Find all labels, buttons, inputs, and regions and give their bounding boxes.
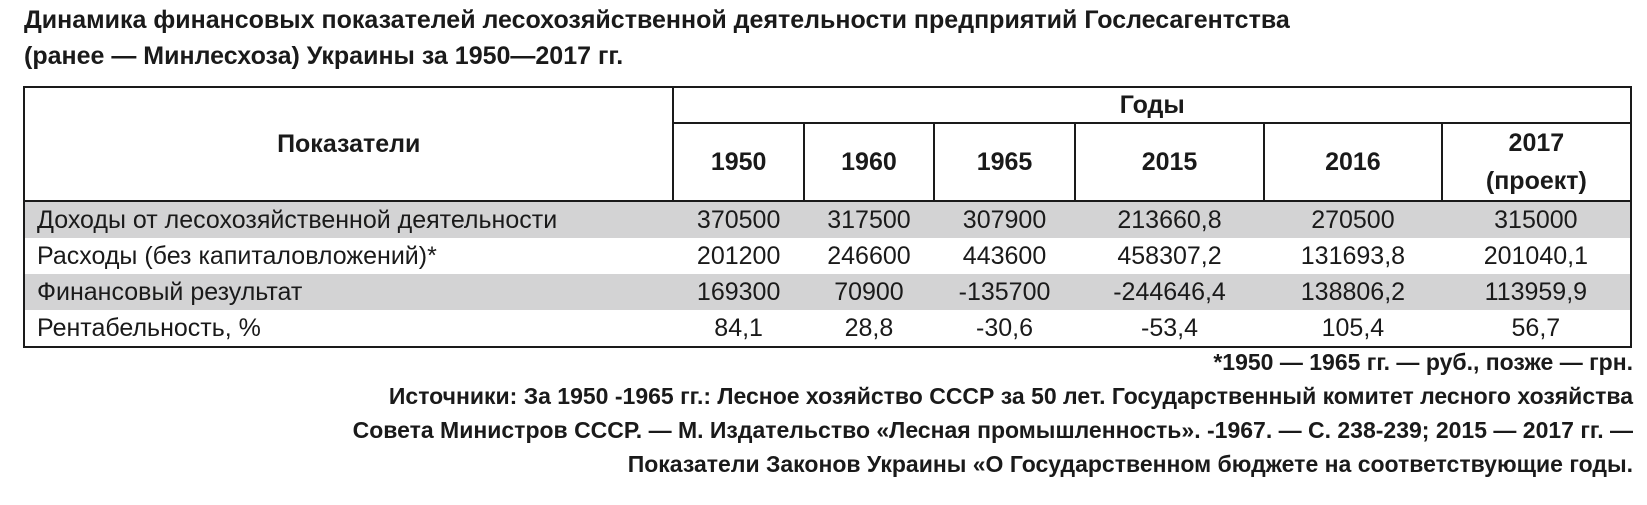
value-cell: 213660,8 [1075, 201, 1264, 238]
indicator-label: Рентабельность, % [24, 310, 673, 347]
value-cell: 370500 [673, 201, 803, 238]
value-cell: 138806,2 [1264, 274, 1442, 310]
value-cell: 201040,1 [1442, 238, 1631, 274]
source-line-3: Показатели Законов Украины «О Государственном бюджете на соответствующие годы. [627, 451, 1633, 477]
value-cell: 131693,8 [1300, 241, 1406, 270]
value-cell: 246600 [827, 241, 911, 270]
table-row [24, 238, 1631, 274]
table-row [24, 274, 1631, 310]
years-header: Годы [673, 87, 1631, 123]
financial-indicators-table [23, 86, 1632, 348]
table-row [24, 201, 1631, 238]
value-cell: 105,4 [1264, 310, 1442, 347]
year-header: 2016 [1264, 123, 1442, 201]
year-header: 1950 [673, 123, 803, 201]
indicator-label: Доходы от лесохозяйственной деятельности [24, 201, 673, 238]
document-title [24, 2, 1634, 74]
value-cell: -53,4 [1075, 310, 1264, 347]
indicator-label: Расходы (без капиталовложений)* [24, 238, 673, 274]
value-cell: -30,6 [934, 310, 1075, 347]
value-cell: 70900 [804, 274, 934, 310]
year-header-projection-note: (проект) [1485, 167, 1587, 195]
indicators-header: Показатели [24, 87, 673, 201]
year-header: 1965 [934, 123, 1075, 201]
year-header: 2015 [1075, 123, 1264, 201]
value-cell: 28,8 [804, 310, 934, 347]
value-cell: 270500 [1264, 201, 1442, 238]
table-row [24, 310, 1631, 347]
indicator-label: Финансовый результат [24, 274, 673, 310]
value-cell: 307900 [934, 201, 1075, 238]
value-cell: -135700 [934, 274, 1075, 310]
value-cell: 169300 [673, 274, 803, 310]
value-cell: 317500 [804, 201, 934, 238]
currency-footnote: *1950 — 1965 гг. — руб., позже — грн. [1213, 349, 1633, 375]
value-cell: 458307,2 [1117, 241, 1222, 270]
source-line-1: Источники: За 1950 -1965 гг.: Лесное хозяйство СССР за 50 лет. Государственный комитет лесного хозяйства [388, 383, 1633, 409]
value-cell: 84,1 [673, 310, 803, 347]
value-cell: -244646,4 [1075, 274, 1264, 310]
value-cell: 113959,9 [1442, 274, 1631, 310]
year-header-projected [1442, 123, 1631, 201]
year-header: 1960 [804, 123, 934, 201]
year-header-2017: 2017 [1508, 129, 1565, 157]
value-cell: 56,7 [1442, 310, 1631, 347]
title-line-1: Динамика финансовых показателей лесохозяйственной деятельности предприятий Гослесагентства [24, 6, 1290, 34]
table-notes [33, 345, 1633, 481]
title-line-2: (ранее — Минлесхоза) Украины за 1950—2017 гг. [24, 42, 624, 70]
value-cell: 315000 [1442, 201, 1631, 238]
value-cell: 201200 [696, 241, 781, 270]
value-cell: 443600 [962, 241, 1047, 270]
source-line-2: Совета Министров СССР. — М. Издательство «Лесная промышленность». -1967. — С. 238-239; 2015 — 2017 гг. — [352, 417, 1633, 443]
